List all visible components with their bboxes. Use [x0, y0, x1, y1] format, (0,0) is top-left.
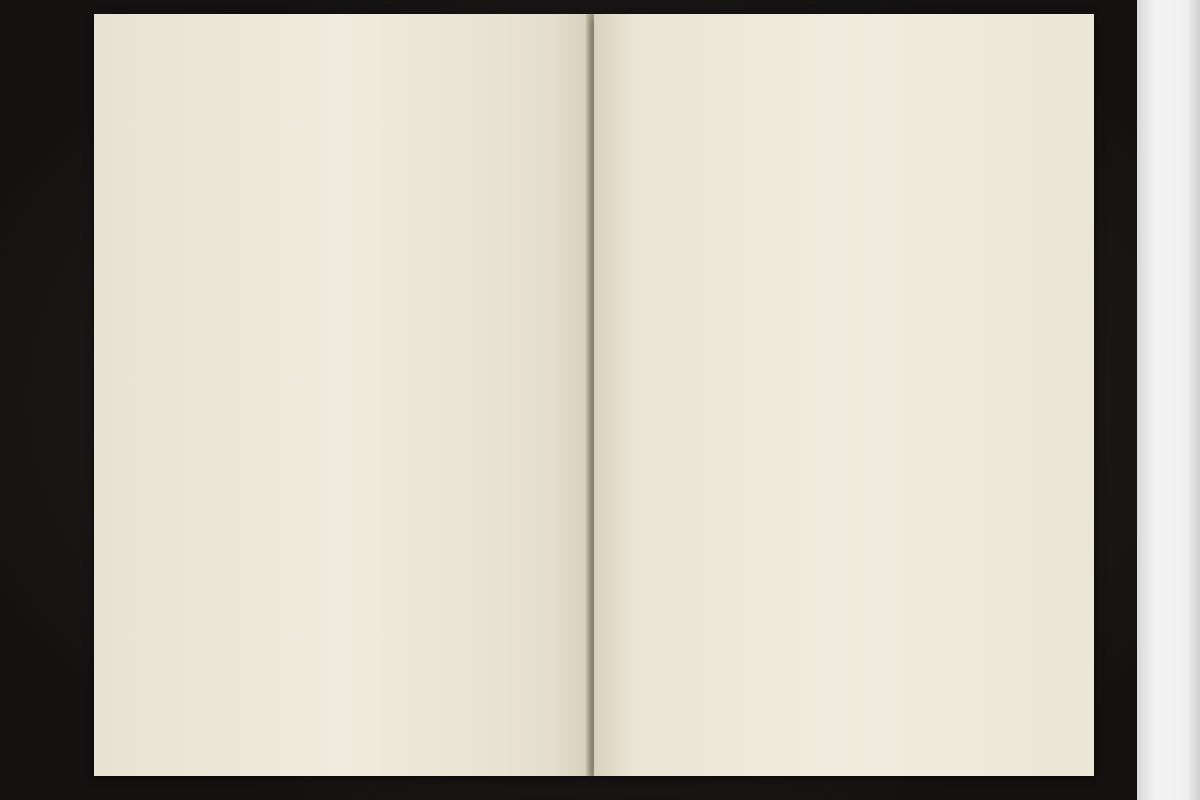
right-page [594, 14, 1094, 776]
left-page [94, 14, 588, 776]
measurement-ruler [1137, 0, 1200, 800]
